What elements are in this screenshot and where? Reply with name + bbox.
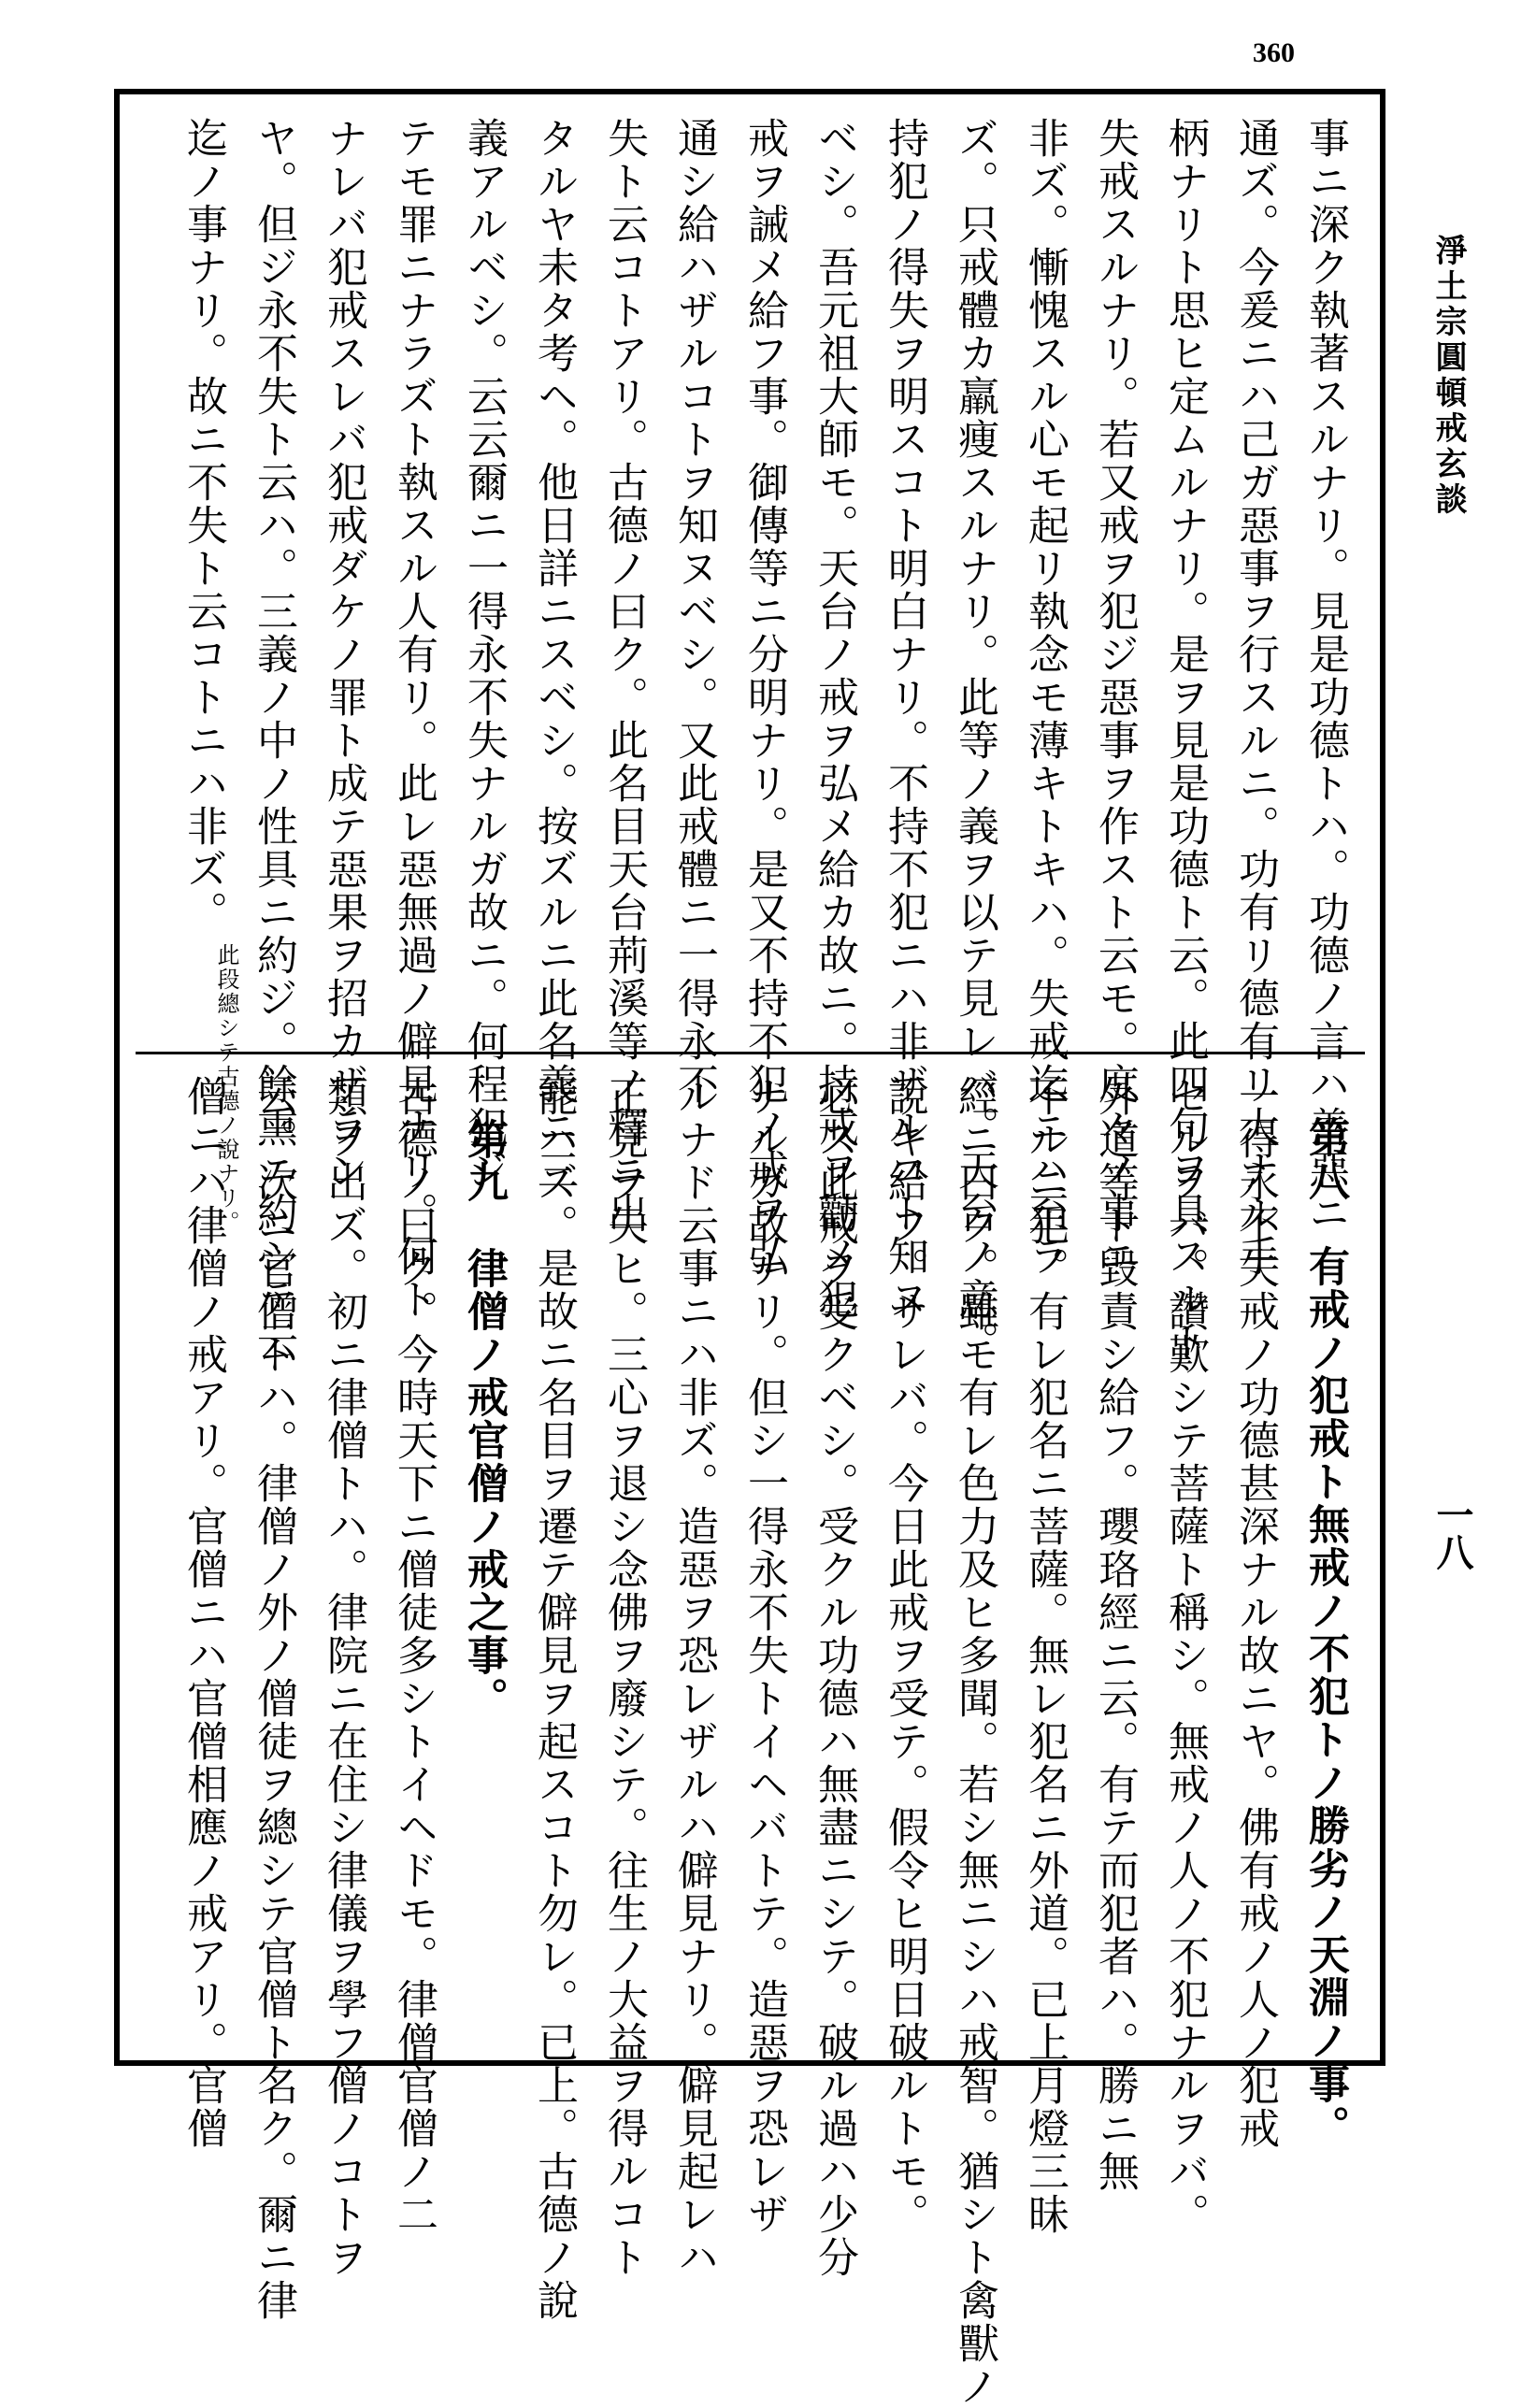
text-line: ズ。只戒體カ羸痩スルナリ。此等ノ義ヲ以テ見レバ。天台ノ意。 bbox=[951, 117, 998, 1364]
text-line: 事ニ深ク執著スルナリ。見是功德トハ。功德ノ言ハ善惡ニ bbox=[1301, 117, 1349, 1235]
text-line: 必ス此戒ヲ受クベシ。受クル功德ハ無盡ニシテ。破ル過ハ少分 bbox=[811, 1075, 858, 2279]
text-line: 外道等ト毀責シ給フ。瓔珞經ニ云。有テ而犯者ハ。勝ニ無 bbox=[1091, 1075, 1139, 2193]
text-line: 義アルベシ。云云爾ニ一得永不失ナルガ故ニ。何程犯ジ bbox=[460, 117, 508, 1192]
text-line: 戒ヲ誡メ給フ事。御傳等ニ分明ナリ。是又不持不犯ノ戒ヲ弘 bbox=[740, 117, 788, 1278]
text-line: ベシ。吾元祖大師モ。天台ノ戒ヲ弘メ給カ故ニ。持戒ヲ勸メ犯 bbox=[811, 117, 858, 1321]
text-line: 類ヲ出ズ。初ニ律僧トハ。律院ニ在住シ律儀ヲ學フ僧ノコトヲ bbox=[320, 1075, 367, 2279]
text-line: 云。次ニ官僧トハ。律僧ノ外ノ僧徒ヲ總シテ官僧ト名ク。爾ニ律 bbox=[250, 1075, 297, 2322]
text-line: 失ト云コトアリ。古德ノ曰ク。此名目天台荊溪等ノ釋ニ出 bbox=[600, 117, 648, 1235]
text-line: 僧ニハ律僧ノ戒アリ。官僧ニハ官僧相應ノ戒アリ。官僧 bbox=[179, 1075, 227, 2150]
page-number: 360 bbox=[1253, 37, 1295, 68]
text-line: タルヤ未タ考ヘ。他日詳ニスベシ。按ズルニ此名義ニ三 bbox=[530, 117, 578, 1192]
text-line: 能ハズ。是故ニ名目ヲ遷テ僻見ヲ起スコト勿レ。已上。古德ノ說 bbox=[530, 1075, 578, 2322]
text-line: セルヲバ。讚歎シテ菩薩ト稱シ。無戒ノ人ノ不犯ナルヲバ。 bbox=[1161, 1075, 1209, 2236]
text-line: 柄ナリト思ヒ定ムルナリ。是ヲ見是功德ト云。此四句ヲ具スルト bbox=[1161, 117, 1209, 1364]
text-line: テモ罪ニナラズト執スル人有リ。此レ惡無過ノ僻見ナリ。何ト bbox=[390, 117, 438, 1321]
text-line: ナルガ故ナリ。但シ一得永不失トイヘバトテ。造惡ヲ恐レザ bbox=[740, 1075, 788, 2236]
text-line: 不ルニ犯。有レ犯名ニ菩薩。無レ犯名ニ外道。已上月燈三昧 bbox=[1021, 1075, 1069, 2236]
bottom-text-block bbox=[154, 1075, 1360, 2408]
text-line: ヤ。但ジ永不失ト云ハ。三義ノ中ノ性具ニ約ジ。餘熏ニ約シテ云 bbox=[250, 117, 297, 1364]
text-line: ルナド云事ニハ非ズ。造惡ヲ恐レザルハ僻見ナリ。僻見起レハ bbox=[670, 1075, 718, 2279]
text-line: 說キ給フ。サレバ。今日此戒ヲ受テ。假令ヒ明日破ルトモ。 bbox=[881, 1075, 928, 2236]
folio-number: 一八 bbox=[1430, 1496, 1474, 1570]
text-line: 通シ給ハザルコトヲ知ヌベシ。又此戒體ニ一得永不 bbox=[670, 117, 718, 1106]
running-title: 淨土宗圓頓戒玄談 bbox=[1429, 234, 1467, 518]
section-heading: 第九 律僧ノ戒官僧ノ戒之事。 bbox=[460, 1075, 508, 1720]
text-line: ナレバ犯戒スレバ犯戒ダケノ罪ト成テ惡果ヲ招カザラン bbox=[320, 117, 367, 1192]
text-line: 迄ノ事ナリ。故ニ不失ト云コトニハ非ズ。 bbox=[179, 117, 227, 934]
text-line: 非ズ。慚愧スル心モ起リ執念モ薄キトキハ。失戒迄ニハ至ラ bbox=[1021, 117, 1069, 1278]
text-line: 持犯ノ得失ヲ明スコト明白ナリ。不持不犯ニハ非ザルコト知ヌ bbox=[881, 117, 928, 1321]
text-line: 通ズ。今爰ニハ己ガ惡事ヲ行スルニ。功有リ德有リ大ナル手 bbox=[1231, 117, 1279, 1278]
text-line: 古德ノ曰ク。今時天下ニ僧徒多シトイヘドモ。律僧官僧ノ二 bbox=[390, 1075, 438, 2236]
text-line-last bbox=[168, 117, 239, 1235]
annotation-note: 此段總シテ古德ノ說ナリ。 bbox=[213, 943, 239, 1235]
text-line: 經ニ曰ク。雖モ有レ色力及ヒ多聞。若シ無ニシハ戒智。猶シト禽獸ノ bbox=[951, 1075, 998, 2408]
text-line: 一得永不失戒ノ功德甚深ナル故ニヤ。佛有戒ノ人ノ犯戒 bbox=[1231, 1075, 1279, 2150]
text-line: 失戒スルナリ。若又戒ヲ犯ジ惡事ヲ作スト云モ。度々ノ事ニ bbox=[1091, 117, 1139, 1278]
text-line: 正見ヲ失ヒ。三心ヲ退シ念佛ヲ廢シテ。往生ノ大益ヲ得ルコト bbox=[600, 1075, 648, 2279]
top-text-block bbox=[154, 117, 1360, 1364]
section-heading: 第八 有戒ノ犯戒ト無戒ノ不犯トノ勝劣ノ天淵ノ事。 bbox=[1301, 1116, 1349, 2148]
